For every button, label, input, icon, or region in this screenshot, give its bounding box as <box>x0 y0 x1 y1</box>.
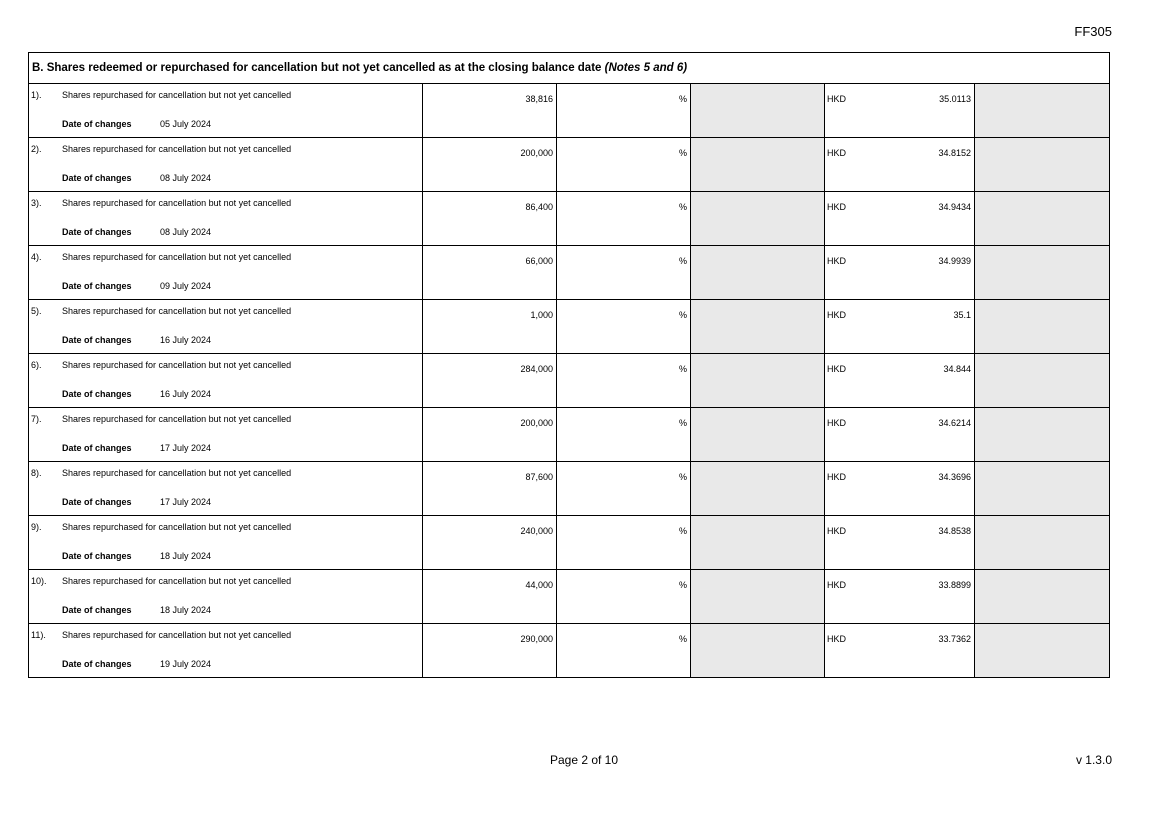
description-cell <box>29 138 423 192</box>
percent-symbol: % <box>678 202 687 212</box>
row-description: Shares repurchased for cancellation but not yet cancelled <box>62 576 292 586</box>
currency-label: HKD <box>827 148 847 158</box>
form-code: FF305 <box>1074 24 1112 39</box>
price-value: 34.844 <box>943 364 971 374</box>
greyed-cell-end <box>975 192 1110 246</box>
percent-symbol: % <box>678 580 687 590</box>
shares-cell <box>423 138 557 192</box>
percent-symbol: % <box>678 310 687 320</box>
percent-cell <box>557 300 691 354</box>
price-cell <box>825 354 975 408</box>
price-value: 34.8538 <box>938 526 971 536</box>
row-description: Shares repurchased for cancellation but not yet cancelled <box>62 414 292 424</box>
shares-value: 1,000 <box>530 310 553 320</box>
shares-value: 200,000 <box>520 148 553 158</box>
shares-table <box>28 52 1110 678</box>
description-cell <box>29 408 423 462</box>
price-value: 34.9939 <box>938 256 971 266</box>
date-of-changes-label: Date of changes <box>62 227 132 237</box>
price-cell <box>825 570 975 624</box>
shares-value: 86,400 <box>525 202 553 212</box>
row-description: Shares repurchased for cancellation but not yet cancelled <box>62 144 292 154</box>
row-index: 9). <box>31 522 42 532</box>
currency-label: HKD <box>827 472 847 482</box>
price-cell <box>825 84 975 138</box>
price-value: 33.8899 <box>938 580 971 590</box>
price-value: 33.7362 <box>938 634 971 644</box>
price-cell <box>825 246 975 300</box>
currency-label: HKD <box>827 418 847 428</box>
page-number: Page 2 of 10 <box>549 753 619 767</box>
percent-symbol: % <box>678 256 687 266</box>
shares-value: 38,816 <box>525 94 553 104</box>
shares-value: 87,600 <box>525 472 553 482</box>
description-cell <box>29 246 423 300</box>
row-description: Shares repurchased for cancellation but not yet cancelled <box>62 630 292 640</box>
table-row <box>29 408 1110 462</box>
shares-value: 66,000 <box>525 256 553 266</box>
table-row <box>29 516 1110 570</box>
shares-value: 44,000 <box>525 580 553 590</box>
section-title-text: B. Shares redeemed or repurchased for cancellation but not yet cancelled as at the closing balance date <box>32 62 605 74</box>
date-of-changes-value: 19 July 2024 <box>160 659 212 669</box>
shares-cell <box>423 624 557 678</box>
percent-cell <box>557 516 691 570</box>
price-value: 35.1 <box>953 310 971 320</box>
row-description: Shares repurchased for cancellation but not yet cancelled <box>62 252 292 262</box>
greyed-cell-end <box>975 300 1110 354</box>
greyed-cell <box>691 408 825 462</box>
date-of-changes-value: 17 July 2024 <box>160 443 212 453</box>
price-value: 34.9434 <box>938 202 971 212</box>
shares-cell <box>423 570 557 624</box>
row-index: 8). <box>31 468 42 478</box>
date-of-changes-value: 08 July 2024 <box>160 173 212 183</box>
row-index: 11). <box>31 630 46 640</box>
description-cell <box>29 192 423 246</box>
greyed-cell-end <box>975 570 1110 624</box>
table-row <box>29 246 1110 300</box>
row-index: 5). <box>31 306 42 316</box>
section-notes: (Notes 5 and 6) <box>604 62 688 74</box>
percent-symbol: % <box>678 526 687 536</box>
date-of-changes-label: Date of changes <box>62 605 132 615</box>
greyed-cell <box>691 138 825 192</box>
greyed-cell <box>691 300 825 354</box>
greyed-cell-end <box>975 462 1110 516</box>
shares-value: 290,000 <box>520 634 553 644</box>
greyed-cell-end <box>975 516 1110 570</box>
table-row <box>29 354 1110 408</box>
date-of-changes-value: 17 July 2024 <box>160 497 212 507</box>
greyed-cell <box>691 84 825 138</box>
shares-cell <box>423 462 557 516</box>
percent-cell <box>557 570 691 624</box>
currency-label: HKD <box>827 634 847 644</box>
shares-cell <box>423 300 557 354</box>
description-cell <box>29 354 423 408</box>
shares-value: 240,000 <box>520 526 553 536</box>
date-of-changes-label: Date of changes <box>62 173 132 183</box>
table-row <box>29 624 1110 678</box>
percent-cell <box>557 462 691 516</box>
version-label: v 1.3.0 <box>1075 753 1112 767</box>
shares-cell <box>423 84 557 138</box>
price-cell <box>825 408 975 462</box>
price-value: 35.0113 <box>939 94 971 104</box>
date-of-changes-value: 05 July 2024 <box>160 119 212 129</box>
row-description: Shares repurchased for cancellation but not yet cancelled <box>62 90 292 100</box>
percent-cell <box>557 354 691 408</box>
currency-label: HKD <box>827 526 847 536</box>
shares-cell <box>423 354 557 408</box>
greyed-cell-end <box>975 624 1110 678</box>
percent-cell <box>557 138 691 192</box>
percent-symbol: % <box>678 364 687 374</box>
greyed-cell-end <box>975 408 1110 462</box>
greyed-cell <box>691 462 825 516</box>
percent-symbol: % <box>678 472 687 482</box>
currency-label: HKD <box>827 364 847 374</box>
currency-label: HKD <box>827 580 847 590</box>
shares-cell <box>423 246 557 300</box>
price-cell <box>825 624 975 678</box>
greyed-cell <box>691 516 825 570</box>
greyed-cell-end <box>975 84 1110 138</box>
section-title <box>29 53 1110 84</box>
table-row <box>29 570 1110 624</box>
date-of-changes-value: 16 July 2024 <box>160 389 212 399</box>
description-cell <box>29 300 423 354</box>
percent-cell <box>557 246 691 300</box>
row-description: Shares repurchased for cancellation but not yet cancelled <box>62 468 292 478</box>
price-value: 34.3696 <box>938 472 971 482</box>
row-index: 3). <box>31 198 42 208</box>
shares-value: 200,000 <box>520 418 553 428</box>
currency-label: HKD <box>827 256 847 266</box>
row-description: Shares repurchased for cancellation but not yet cancelled <box>62 198 292 208</box>
shares-cell <box>423 192 557 246</box>
greyed-cell <box>691 192 825 246</box>
row-index: 7). <box>31 414 42 424</box>
price-value: 34.8152 <box>938 148 971 158</box>
row-index: 1). <box>31 90 42 100</box>
table-row <box>29 300 1110 354</box>
greyed-cell <box>691 354 825 408</box>
currency-label: HKD <box>827 94 847 104</box>
percent-symbol: % <box>678 418 687 428</box>
description-cell <box>29 462 423 516</box>
shares-cell <box>423 516 557 570</box>
row-index: 10). <box>31 576 47 586</box>
table-row <box>29 462 1110 516</box>
date-of-changes-value: 09 July 2024 <box>160 281 212 291</box>
price-cell <box>825 462 975 516</box>
description-cell <box>29 570 423 624</box>
currency-label: HKD <box>827 310 847 320</box>
greyed-cell-end <box>975 246 1110 300</box>
row-description: Shares repurchased for cancellation but not yet cancelled <box>62 306 292 316</box>
date-of-changes-label: Date of changes <box>62 335 132 345</box>
percent-symbol: % <box>678 634 687 644</box>
greyed-cell-end <box>975 354 1110 408</box>
currency-label: HKD <box>827 202 847 212</box>
date-of-changes-label: Date of changes <box>62 389 132 399</box>
row-description: Shares repurchased for cancellation but not yet cancelled <box>62 522 292 532</box>
section-header-row <box>29 53 1110 84</box>
percent-symbol: % <box>678 94 687 104</box>
price-value: 34.6214 <box>938 418 971 428</box>
percent-cell <box>557 192 691 246</box>
percent-cell <box>557 84 691 138</box>
row-index: 2). <box>31 144 42 154</box>
table-row <box>29 192 1110 246</box>
greyed-cell <box>691 624 825 678</box>
price-cell <box>825 192 975 246</box>
table-row <box>29 138 1110 192</box>
description-cell <box>29 516 423 570</box>
date-of-changes-label: Date of changes <box>62 497 132 507</box>
description-cell <box>29 84 423 138</box>
date-of-changes-label: Date of changes <box>62 551 132 561</box>
date-of-changes-value: 16 July 2024 <box>160 335 212 345</box>
price-cell <box>825 300 975 354</box>
price-cell <box>825 516 975 570</box>
greyed-cell <box>691 246 825 300</box>
date-of-changes-value: 08 July 2024 <box>160 227 212 237</box>
greyed-cell <box>691 570 825 624</box>
date-of-changes-label: Date of changes <box>62 443 132 453</box>
table-row <box>29 84 1110 138</box>
date-of-changes-value: 18 July 2024 <box>160 551 212 561</box>
shares-value: 284,000 <box>520 364 553 374</box>
row-index: 4). <box>31 252 42 262</box>
row-description: Shares repurchased for cancellation but not yet cancelled <box>62 360 292 370</box>
shares-cell <box>423 408 557 462</box>
percent-cell <box>557 408 691 462</box>
description-cell <box>29 624 423 678</box>
percent-symbol: % <box>678 148 687 158</box>
date-of-changes-label: Date of changes <box>62 659 132 669</box>
greyed-cell-end <box>975 138 1110 192</box>
date-of-changes-value: 18 July 2024 <box>160 605 212 615</box>
date-of-changes-label: Date of changes <box>62 281 132 291</box>
row-index: 6). <box>31 360 42 370</box>
date-of-changes-label: Date of changes <box>62 119 132 129</box>
percent-cell <box>557 624 691 678</box>
price-cell <box>825 138 975 192</box>
